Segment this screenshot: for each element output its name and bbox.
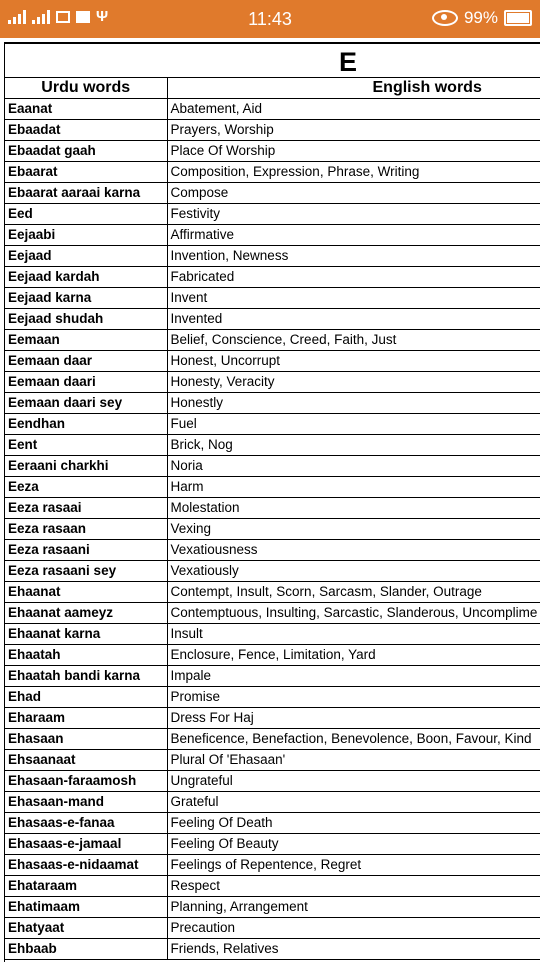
table-row: [5, 183, 540, 204]
status-icons-right: [432, 8, 532, 28]
urdu-word: Eejaabi: [5, 225, 167, 246]
table-row: [5, 372, 540, 393]
usb-icon: Ψ: [96, 8, 110, 25]
urdu-word: Eejaad shudah: [5, 309, 167, 330]
table-row: [5, 897, 540, 918]
table-row: [5, 582, 540, 603]
word-table: [5, 78, 540, 960]
urdu-word: Ehasaan: [5, 729, 167, 750]
table-row: [5, 792, 540, 813]
urdu-word: Ehasaan-mand: [5, 792, 167, 813]
table-row: [5, 561, 540, 582]
status-time: 11:43: [248, 9, 292, 29]
urdu-word: Ehasaas-e-nidaamat: [5, 855, 167, 876]
english-meaning: Affirmative: [167, 225, 540, 246]
english-meaning: Honestly: [167, 393, 540, 414]
table-row: [5, 162, 540, 183]
english-meaning: Noria: [167, 456, 540, 477]
urdu-word: Ebaadat gaah: [5, 141, 167, 162]
english-meaning: Brick, Nog: [167, 435, 540, 456]
english-meaning: Vexatiously: [167, 561, 540, 582]
urdu-word: Eemaan daari sey: [5, 393, 167, 414]
urdu-word: Eeza rasaai: [5, 498, 167, 519]
english-meaning: Precaution: [167, 918, 540, 939]
urdu-word: Ehasaan-faraamosh: [5, 771, 167, 792]
urdu-word: Ehad: [5, 687, 167, 708]
english-meaning: Vexing: [167, 519, 540, 540]
table-row: [5, 729, 540, 750]
table-row: [5, 708, 540, 729]
urdu-word: Eeza rasaani sey: [5, 561, 167, 582]
english-meaning: Feelings of Repentence, Regret: [167, 855, 540, 876]
urdu-word: Eeza rasaani: [5, 540, 167, 561]
urdu-word: Eeza rasaan: [5, 519, 167, 540]
table-row: [5, 435, 540, 456]
battery-percent: 99%: [463, 8, 498, 27]
table-row: [5, 519, 540, 540]
english-meaning: Feeling Of Death: [167, 813, 540, 834]
table-row: [5, 204, 540, 225]
table-row: [5, 876, 540, 897]
urdu-word: Eendhan: [5, 414, 167, 435]
section-letter: E: [5, 44, 540, 78]
table-row: [5, 141, 540, 162]
urdu-word: Ehasaas-e-jamaal: [5, 834, 167, 855]
english-meaning: Belief, Conscience, Creed, Faith, Just: [167, 330, 540, 351]
table-row: [5, 645, 540, 666]
table-row: [5, 120, 540, 141]
table-row: [5, 309, 540, 330]
urdu-word: Eemaan: [5, 330, 167, 351]
english-meaning: Honesty, Veracity: [167, 372, 540, 393]
urdu-word: Ehatimaam: [5, 897, 167, 918]
urdu-word: Ehsaanaat: [5, 750, 167, 771]
urdu-word: Eed: [5, 204, 167, 225]
urdu-word: Ebaadat: [5, 120, 167, 141]
table-row: [5, 288, 540, 309]
table-row: [5, 414, 540, 435]
table-row: [5, 477, 540, 498]
table-row: [5, 498, 540, 519]
urdu-word: Eemaan daari: [5, 372, 167, 393]
table-row: [5, 393, 540, 414]
urdu-word: Eejaad: [5, 246, 167, 267]
english-meaning: Vexatiousness: [167, 540, 540, 561]
english-meaning: Invention, Newness: [167, 246, 540, 267]
english-meaning: Ungrateful: [167, 771, 540, 792]
urdu-word: Eeza: [5, 477, 167, 498]
urdu-word: Ehaanat karna: [5, 624, 167, 645]
urdu-word: Eejaad kardah: [5, 267, 167, 288]
urdu-word: Ehaanat: [5, 582, 167, 603]
table-row: [5, 330, 540, 351]
table-row: [5, 456, 540, 477]
urdu-word: Ehaatah bandi karna: [5, 666, 167, 687]
english-meaning: Invented: [167, 309, 540, 330]
table-row: [5, 225, 540, 246]
table-header-row: [5, 78, 540, 99]
english-meaning: Invent: [167, 288, 540, 309]
english-meaning: Promise: [167, 687, 540, 708]
english-meaning: Contempt, Insult, Scorn, Sarcasm, Slander, Outrage: [167, 582, 540, 603]
table-row: [5, 771, 540, 792]
english-meaning: Place Of Worship: [167, 141, 540, 162]
table-row: [5, 624, 540, 645]
urdu-word: Ehaatah: [5, 645, 167, 666]
english-meaning: Grateful: [167, 792, 540, 813]
urdu-word: Eejaad karna: [5, 288, 167, 309]
table-row: [5, 603, 540, 624]
english-meaning: Insult: [167, 624, 540, 645]
urdu-word: Ehaanat aameyz: [5, 603, 167, 624]
english-meaning: Fabricated: [167, 267, 540, 288]
english-meaning: Abatement, Aid: [167, 99, 540, 120]
english-meaning: Contemptuous, Insulting, Sarcastic, Slanderous, Uncomplime: [167, 603, 540, 624]
urdu-word: Ehbaab: [5, 939, 167, 960]
english-meaning: Harm: [167, 477, 540, 498]
english-meaning: Enclosure, Fence, Limitation, Yard: [167, 645, 540, 666]
status-bar: [0, 0, 540, 38]
english-meaning: Molestation: [167, 498, 540, 519]
urdu-word: Ehasaas-e-fanaa: [5, 813, 167, 834]
table-row: [5, 540, 540, 561]
english-column-header: English words: [167, 78, 540, 99]
urdu-word: Eemaan daar: [5, 351, 167, 372]
table-row: [5, 267, 540, 288]
english-meaning: Planning, Arrangement: [167, 897, 540, 918]
table-row: [5, 246, 540, 267]
urdu-word: Ebaarat aaraai karna: [5, 183, 167, 204]
urdu-word: Ebaarat: [5, 162, 167, 183]
urdu-word: Ehataraam: [5, 876, 167, 897]
table-row: [5, 855, 540, 876]
urdu-word: Eharaam: [5, 708, 167, 729]
table-row: [5, 834, 540, 855]
table-row: [5, 750, 540, 771]
english-meaning: Plural Of 'Ehasaan': [167, 750, 540, 771]
english-meaning: Feeling Of Beauty: [167, 834, 540, 855]
table-row: [5, 687, 540, 708]
table-row: [5, 939, 540, 960]
eye-icon: [432, 10, 458, 26]
english-meaning: Composition, Expression, Phrase, Writing: [167, 162, 540, 183]
urdu-word: Ehatyaat: [5, 918, 167, 939]
english-meaning: Honest, Uncorrupt: [167, 351, 540, 372]
english-meaning: Compose: [167, 183, 540, 204]
table-row: [5, 351, 540, 372]
english-meaning: Dress For Haj: [167, 708, 540, 729]
urdu-word: Eaanat: [5, 99, 167, 120]
urdu-column-header: Urdu words: [5, 78, 167, 99]
table-row: [5, 666, 540, 687]
english-meaning: Beneficence, Benefaction, Benevolence, Boon, Favour, Kind: [167, 729, 540, 750]
battery-icon: [504, 10, 532, 26]
table-row: [5, 918, 540, 939]
english-meaning: Respect: [167, 876, 540, 897]
dictionary-sheet[interactable]: [4, 42, 540, 962]
english-meaning: Impale: [167, 666, 540, 687]
english-meaning: Friends, Relatives: [167, 939, 540, 960]
urdu-word: Eeraani charkhi: [5, 456, 167, 477]
table-row: [5, 813, 540, 834]
urdu-word: Eent: [5, 435, 167, 456]
english-meaning: Festivity: [167, 204, 540, 225]
english-meaning: Fuel: [167, 414, 540, 435]
english-meaning: Prayers, Worship: [167, 120, 540, 141]
table-row: [5, 99, 540, 120]
